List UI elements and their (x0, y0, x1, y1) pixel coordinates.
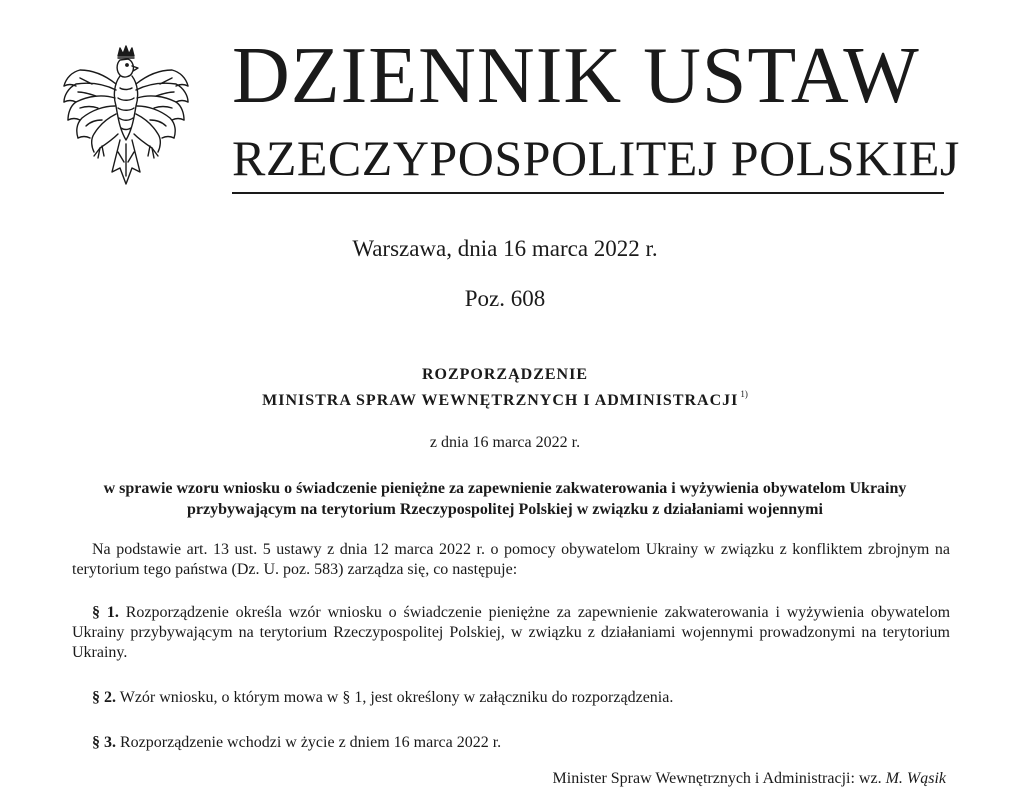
act-type-heading: ROZPORZĄDZENIE (421, 366, 589, 383)
section-2-text: Wzór wniosku, o którym mowa w § 1, jest określony w załączniku do rozporządzenia. (119, 689, 674, 706)
section-1-text: Rozporządzenie określa wzór wniosku o świadczenie pieniężne za zapewnienie zakwaterowania i wyżywienia obywatelom Ukrainy przybywającym na terytorium Rzeczypospolitej Polskiej, w związku z działaniami wojennymi prowadzonymi na terytorium Ukrainy. (72, 604, 951, 661)
section-1-label: § 1. (92, 604, 119, 621)
signature-name: M. Wąsik (885, 770, 946, 787)
act-subject: w sprawie wzoru wniosku o świadczenie pieniężne za zapewnienie zakwaterowania i wyżywienia obywatelom Ukrainy przybywającym na terytorium Rzeczypospolitej Polskiej w związku z działaniami wojennymi (103, 480, 907, 518)
section-3-text: Rozporządzenie wchodzi w życie z dniem 16 marca 2022 r. (120, 734, 502, 751)
section-1 (72, 603, 950, 663)
act-issuer-text: MINISTRA SPRAW WEWNĘTRZNYCH I ADMINISTRACJI (262, 392, 739, 409)
section-3 (72, 733, 950, 753)
signature-line (553, 770, 946, 788)
act-date: z dnia 16 marca 2022 r. (429, 434, 581, 451)
masthead-title: DZIENNIK USTAW (232, 32, 920, 120)
section-2 (72, 688, 950, 708)
legal-basis-paragraph: Na podstawie art. 13 ust. 5 ustawy z dnia 12 marca 2022 r. o pomocy obywatelom Ukrainy w związku z konfliktem zbrojnym na terytorium tego państwa (Dz. U. poz. 583) zarządza się, co następuje: (72, 541, 950, 578)
issue-date: Warszawa, dnia 16 marca 2022 r. (352, 236, 658, 261)
footnote-marker[interactable]: 1) (740, 389, 748, 399)
act-issuer-heading (0, 389, 1010, 410)
masthead-subtitle: RZECZYPOSPOLITEJ POLSKIEJ (232, 130, 960, 186)
section-2-label: § 2. (92, 689, 116, 706)
polish-eagle-emblem-icon (58, 44, 194, 194)
section-3-label: § 3. (92, 734, 116, 751)
issue-position: Poz. 608 (464, 286, 546, 311)
signature-prefix: Minister Spraw Wewnętrznych i Administracji: wz. (552, 770, 882, 787)
masthead-rule (232, 192, 944, 194)
